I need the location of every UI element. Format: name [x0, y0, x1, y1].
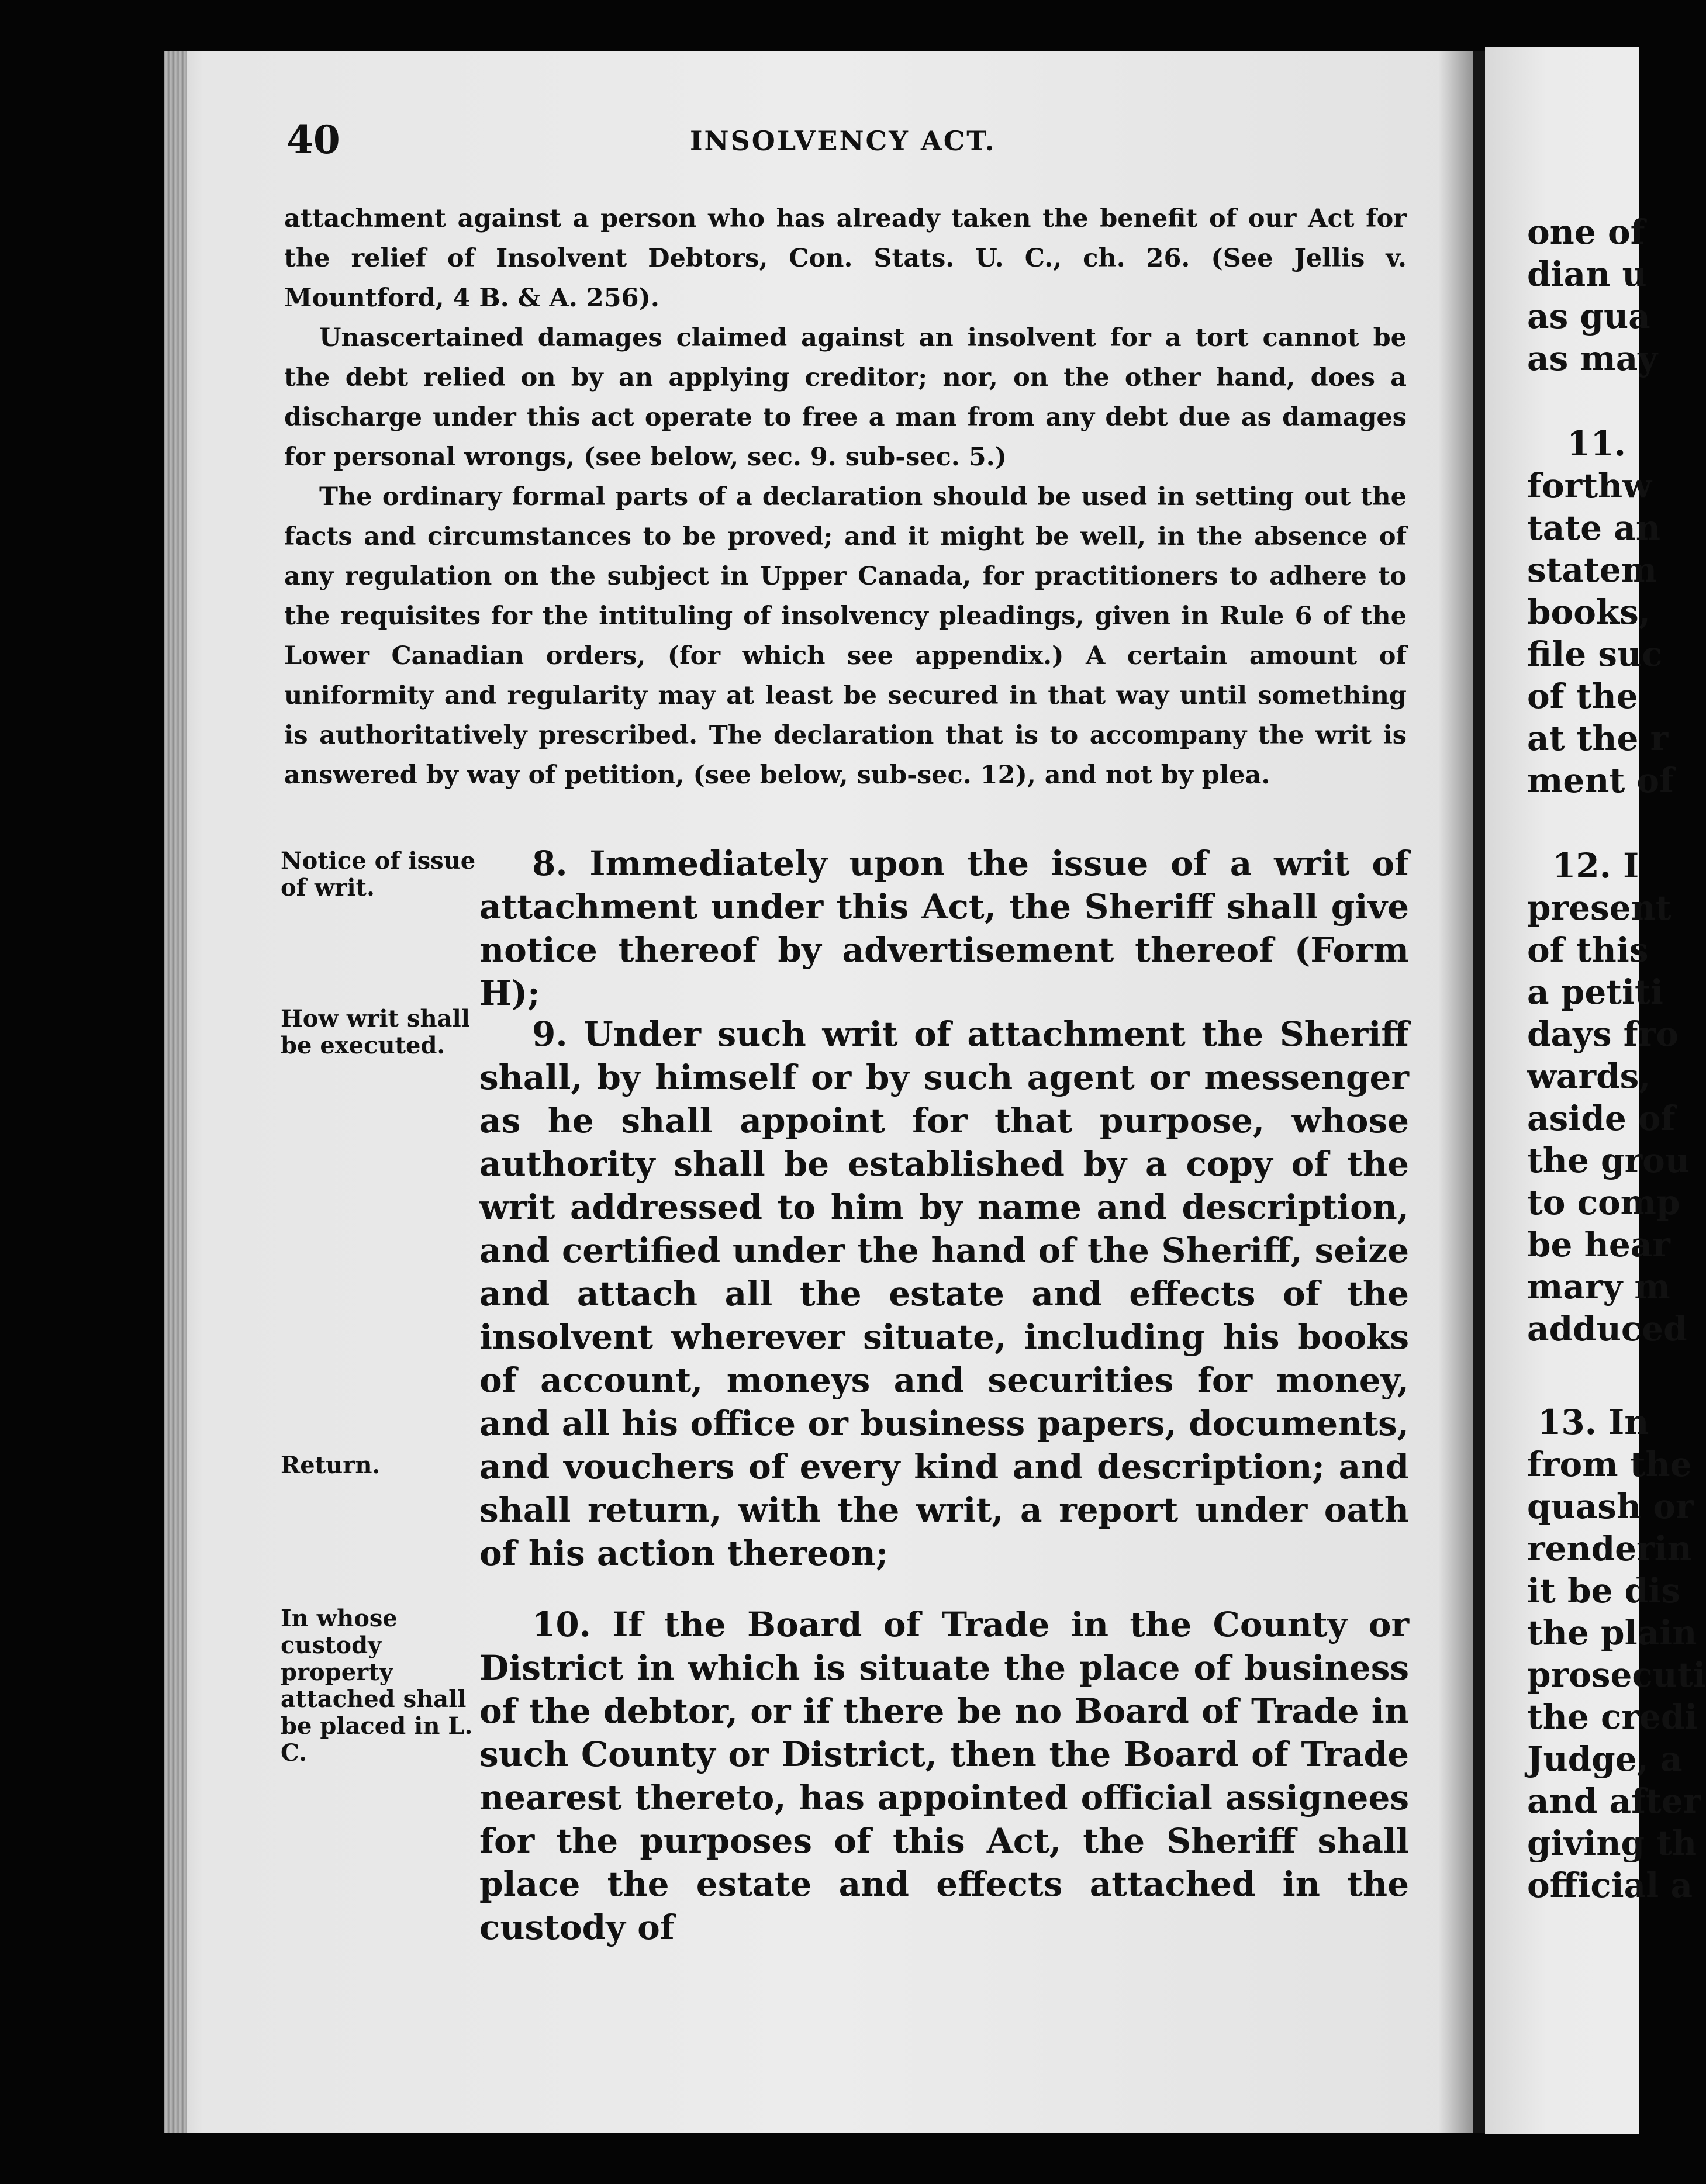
right-page-line: giving th [1527, 1823, 1697, 1863]
margin-note-return: Return. [281, 1452, 381, 1479]
right-page-line: at the r [1527, 718, 1669, 758]
right-page-line: aside of [1527, 1098, 1676, 1138]
section-9-text: 9. Under such writ of attachment the Sheriff shall, by himself or by such agent or messenger as he shall appoint for that purpose, whose authority shall be established by a copy of the writ addressed to him by name and description, and certified under the hand of the Sheriff, seize and attach all the estate and effects of the insolvent wherever situate, including his books of account, moneys and securities for money, and all his office or business papers, documents, and vouchers of every kind and description; and shall return, with the writ, a report under oath of his action thereon; [479, 1014, 1409, 1573]
margin-note-executed: How writ shall be executed. [281, 1005, 470, 1059]
right-page-line: as may [1527, 338, 1658, 378]
right-page-line: ment of [1527, 761, 1674, 800]
right-page-line: 12. I [1552, 846, 1639, 886]
right-page-line: the plain [1527, 1613, 1697, 1653]
right-page-line: from the [1527, 1445, 1692, 1484]
right-page-line: the grou [1527, 1141, 1690, 1180]
commentary-paragraph: The ordinary formal parts of a declaration should be used in setting out the facts and circumstances to be proved; and it might be well, in the absence of any regulation on the subject in Upper Canada, for practitioners to adhere to the requisites for the intituling of insolvency pleadings, given in Rule 6 of the Lower Canadian orders, (for which see appendix.) A certain amount of uniformity and regularity may at least be secured in that way until something is authoritatively prescribed. The declaration that is to accompany the writ is answered by way of petition, (see below, sub-sec. 12), and not by plea. [284, 482, 1407, 790]
page-edges [164, 51, 187, 2133]
right-page-line: 13. In [1538, 1402, 1649, 1442]
right-page-line: present [1527, 888, 1672, 928]
running-head: INSOLVENCY ACT. [690, 125, 996, 157]
right-page-line: renderin [1527, 1529, 1692, 1568]
commentary-paragraph: Unascertained damages claimed against an insolvent for a tort cannot be the debt relied on by an applying creditor; nor, on the other hand, does a discharge under this act operate to free a man from any debt due as damages for personal wrongs, (see below, sec. 9. sub-sec. 5.) [284, 323, 1407, 472]
margin-note-notice: Notice of issue of writ. [281, 847, 476, 901]
right-page-line: be hear [1527, 1225, 1670, 1264]
right-page-line: quash or [1527, 1487, 1694, 1526]
gutter-shadow [1438, 51, 1473, 2133]
right-page-line: file suc [1527, 634, 1663, 674]
right-page-line: one of [1527, 212, 1645, 252]
section-8-text: 8. Immediately upon the issue of a writ of attachment under this Act, the Sheriff shall give notice thereof by advertisement thereof (Form H); [479, 844, 1409, 1013]
right-page-line: of this [1527, 930, 1649, 970]
right-page-line: 11. [1567, 424, 1626, 464]
commentary-block [284, 199, 1407, 795]
margin-note-custody: In whose custody property attached shall be placed in L. C. [281, 1605, 473, 1767]
right-page-line: and after [1527, 1781, 1701, 1821]
right-page-line: prosecuti [1527, 1655, 1706, 1695]
section-10-text: 10. If the Board of Trade in the County or District in which is situate the place of business of the debtor, or if there be no Board of Trade in such County or District, then the Board of Trade nearest thereto, has appointed official assignees for the purposes of this Act, the Sheriff shall place the estate and effects attached in the custody of [479, 1605, 1409, 1947]
section-8 [479, 842, 1409, 1015]
right-page-line: forthw [1527, 466, 1652, 506]
right-page-line: statem [1527, 550, 1657, 590]
right-page-line: as gua [1527, 296, 1650, 336]
right-page-line: days fro [1527, 1014, 1679, 1054]
section-10 [479, 1603, 1409, 1949]
right-page-line: of the [1527, 676, 1638, 716]
right-page-line: adduced [1527, 1309, 1687, 1349]
section-9 [479, 1012, 1409, 1575]
page-number: 40 [286, 117, 340, 163]
right-page-line: the credi [1527, 1697, 1698, 1737]
right-page-line: tate an [1527, 508, 1661, 548]
right-page-line: mary m [1527, 1267, 1670, 1307]
right-page-line: books, [1527, 592, 1650, 632]
right-page-line: official a [1527, 1865, 1693, 1905]
commentary-paragraph: attachment against a person who has already taken the benefit of our Act for the relief of Insolvent Debtors, Con. Stats. U. C., ch. 26. (See Jellis v. Mountford, 4 B. & A. 256). [284, 204, 1407, 313]
right-page-line: Judge, a [1527, 1739, 1683, 1779]
right-page-line: it be dis [1527, 1571, 1680, 1611]
right-page-line: to comp [1527, 1183, 1680, 1222]
right-page-line: a petiti [1527, 972, 1663, 1012]
right-page-line: dian u [1527, 254, 1647, 294]
right-page-line: wards, [1527, 1056, 1651, 1096]
